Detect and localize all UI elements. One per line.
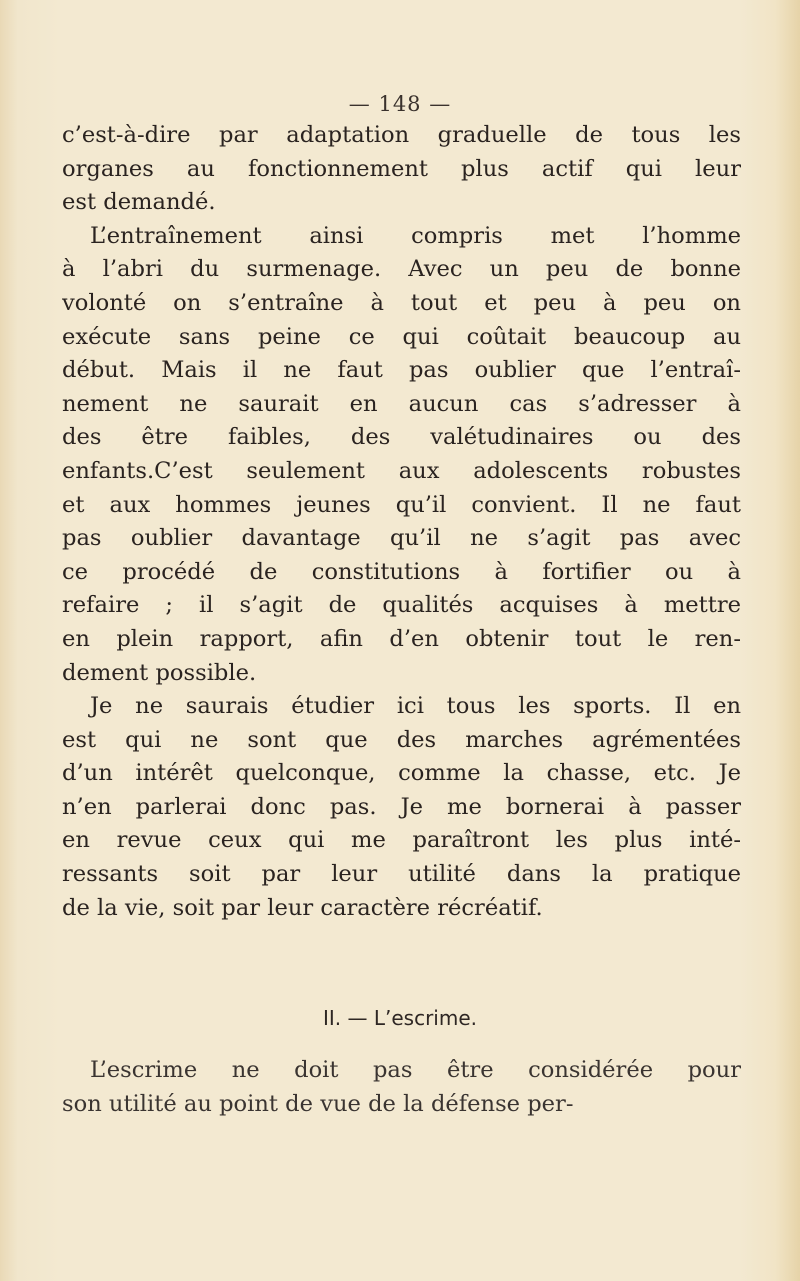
text-line: L’entraînement ainsi compris met l’homme: [90, 222, 741, 249]
text-line: enfants.C’est seulement aux adolescents robustes: [62, 457, 741, 484]
text-line: en revue ceux qui me paraîtront les plus inté-: [62, 827, 741, 854]
text-line: d’un intérêt quelconque, comme la chasse, etc. Je: [62, 760, 741, 787]
text-line: début. Mais il ne faut pas oublier que l’entraî-: [62, 357, 741, 384]
section-body-text: [62, 1054, 741, 1121]
text-line: à l’abri du surmenage. Avec un peu de bonne: [62, 256, 741, 283]
text-line: de la vie, soit par leur caractère récréatif.: [62, 894, 543, 921]
text-line: en plein rapport, afin d’en obtenir tout le ren-: [62, 625, 741, 652]
text-line: ressants soit par leur utilité dans la pratique: [62, 861, 741, 888]
text-line: dement possible.: [62, 659, 257, 686]
page-number: — 148 —: [348, 92, 452, 116]
text-line: Je ne saurais étudier ici tous les sports. Il en: [90, 693, 741, 720]
text-line: organes au fonctionnement plus actif qui leur: [62, 155, 741, 182]
body-text: [62, 119, 741, 925]
text-line: exécute sans peine ce qui coûtait beaucoup au: [62, 323, 741, 350]
text-line: L’escrime ne doit pas être considérée pour: [90, 1057, 741, 1083]
text-line: est qui ne sont que des marches agrémentées: [62, 726, 741, 753]
text-line: et aux hommes jeunes qu’il convient. Il ne faut: [62, 491, 741, 518]
text-line: volonté on s’entraîne à tout et peu à peu on: [62, 289, 741, 316]
text-line: des être faibles, des valétudinaires ou des: [62, 424, 741, 451]
text-line: c’est-à-dire par adaptation graduelle de tous les: [62, 122, 741, 148]
text-line: n’en parlerai donc pas. Je me bornerai à passer: [62, 793, 741, 820]
text-line: est demandé.: [62, 189, 216, 216]
section-heading: II. — L’escrime.: [322, 1006, 477, 1030]
text-line: ce procédé de constitutions à fortifier ou à: [62, 558, 741, 585]
text-line: son utilité au point de vue de la défense per-: [62, 1090, 574, 1117]
text-line: nement ne saurait en aucun cas s’adresser à: [62, 390, 741, 417]
text-line: refaire ; il s’agit de qualités acquises à mettre: [62, 592, 741, 619]
text-line: pas oublier davantage qu’il ne s’agit pas avec: [62, 525, 741, 552]
